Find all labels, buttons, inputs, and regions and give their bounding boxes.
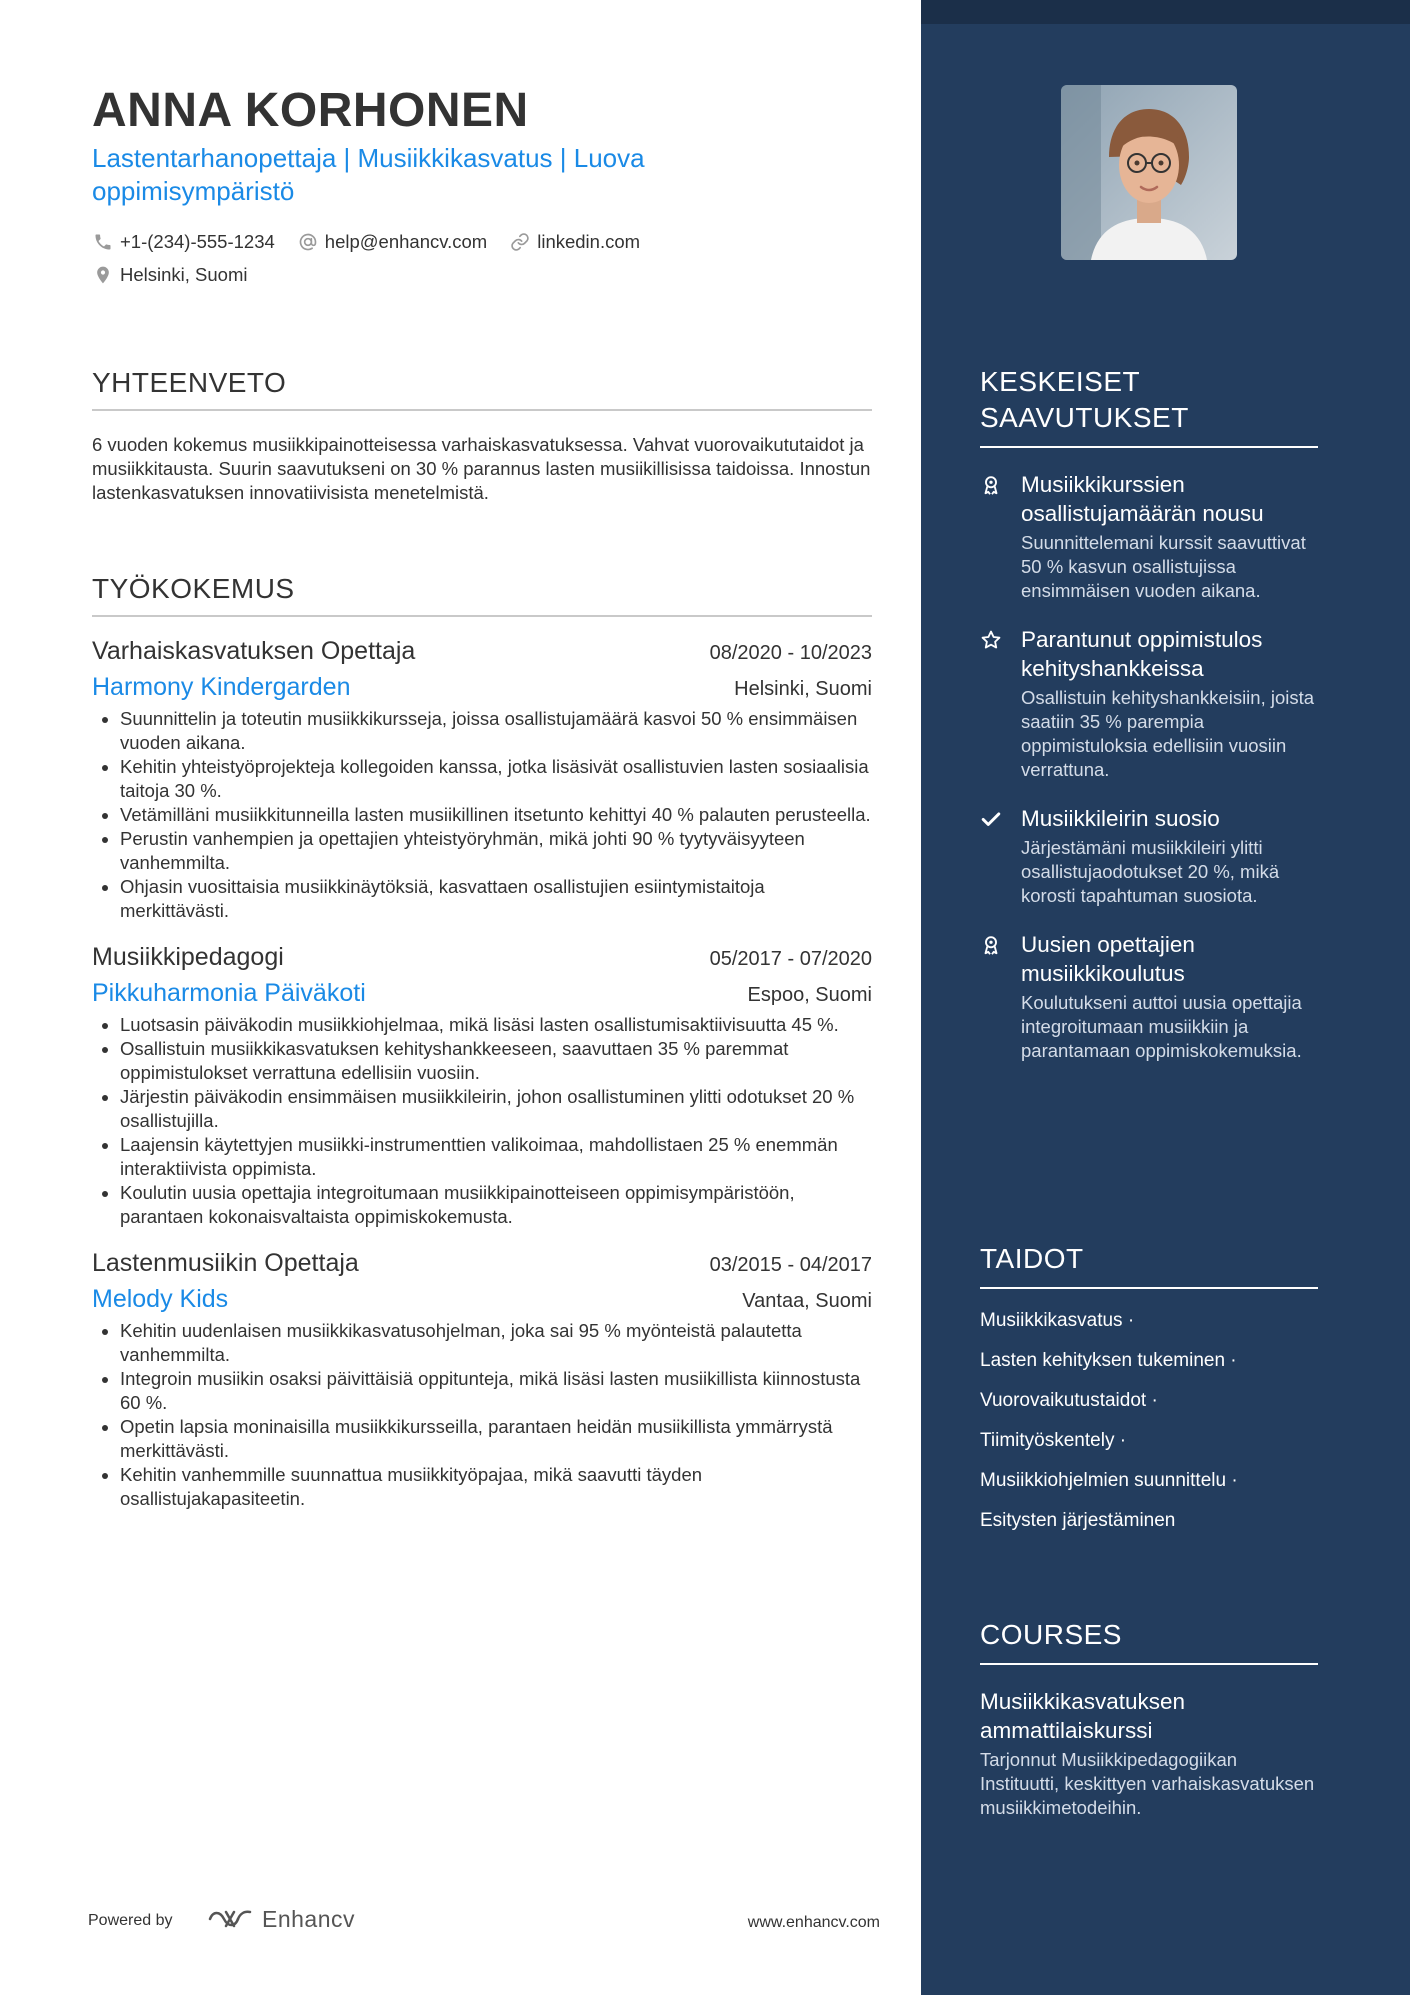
experience-section [92,572,872,1511]
course-desc: Tarjonnut Musiikkipedagogiikan Instituutti, keskittyen varhaiskasvatuksen musiikkimetodeihin. [980,1749,1315,1818]
section-divider [92,409,872,411]
summary-text: 6 vuoden kokemus musiikkipainotteisessa varhaiskasvatuksessa. Vahvat vuorovaikututaidot ja musiikkitausta. Suurin saavutukseni on 30 % parannus lasten musiikillisissa taidoissa. Innostun lastenkasvatuksen innovatiivisista menetelmistä. [92,434,871,503]
achievement-title: Uusien opettajien musiikkikoulutus [1021,932,1195,986]
achievement-title: Musiikkileirin suosio [1021,806,1220,831]
skill-item: Vuorovaikutustaidot · [980,1390,1158,1411]
achievement-desc: Järjestämäni musiikkileiri ylitti osallistujaodotukset 20 %, mikä korosti tapahtuman suosiota. [1021,837,1280,906]
section-divider [92,615,872,617]
location-pin-icon [92,264,114,286]
bullet-item: • Integroin musiikin osaksi päivittäisiä oppitunteja, mikä lisäsi lasten musiikillista kiinnostusta 60 %. [120,1367,872,1415]
skill-item: Esitysten järjestäminen [980,1510,1176,1531]
enhancv-logo[interactable] [206,1904,355,1934]
achievement-desc: Koulutukseni auttoi uusia opettajia integroitumaan musiikkiin ja parantamaan oppimiskokemuksia. [1021,992,1302,1061]
job-company: Harmony Kindergarden [92,673,351,701]
job-location: Vantaa, Suomi [742,1290,872,1312]
website-link[interactable]: www.enhancv.com [747,1914,880,1931]
headline: Lastentarhanopettaja | Musiikkikasvatus | Luova oppimisympäristö [92,143,645,206]
bullet-item: • Perustin vanhempien ja opettajien yhteistyöryhmän, mikä johti 90 % tyytyväisyyteen vanhemmilta. [120,827,872,875]
bullet-item: • Luotsasin päiväkodin musiikkiohjelmaa, mikä lisäsi lasten osallistumisaktiivisuutta 45 %. [120,1013,872,1037]
check-icon [980,804,1006,908]
brand-name: Enhancv [262,1905,356,1932]
bullet-item: • Opetin lapsia moninaisilla musiikkikursseilla, parantaen heidän musiikillista ymmärrystä merkittävästi. [120,1415,872,1463]
award-icon [980,470,1006,603]
job-bullets [92,707,872,923]
skill-item: Musiikkikasvatus · [980,1310,1135,1331]
at-icon [297,231,319,253]
job-title: Lastenmusiikin Opettaja [92,1249,359,1277]
enhancv-logo-icon [206,1904,254,1934]
phone-icon [92,231,114,253]
achievement-item [980,804,1318,908]
summary-section [92,366,872,505]
job-location: Espoo, Suomi [747,984,872,1006]
email-contact[interactable] [297,231,487,253]
email-text: help@enhancv.com [324,231,488,252]
achievements-title: KESKEISET SAAVUTUKSET [980,366,1189,433]
job-entry [92,633,872,923]
award-icon [980,930,1006,1063]
experience-title: TYÖKOKEMUS [92,573,295,604]
bullet-item: • Suunnittelin ja toteutin musiikkikursseja, joissa osallistujamäärä kasvoi 50 % ensimmäisen vuoden aikana. [120,707,872,755]
skill-item: Musiikkiohjelmien suunnittelu · [980,1470,1238,1491]
bullet-item: • Ohjasin vuosittaisia musiikkinäytöksiä, kasvattaen osallistujien esiintymistaitoja merkittävästi. [120,875,872,923]
job-entry [92,1245,872,1511]
courses-title: COURSES [980,1619,1122,1650]
linkedin-contact[interactable] [509,231,640,253]
achievement-desc: Osallistuin kehityshankkeisiin, joista saatiin 35 % parempia oppimistuloksia edellisiin vuosiin verrattuna. [1021,687,1315,780]
contact-info [92,228,872,294]
bullet-item: • Kehitin vanhemmille suunnattua musiikkityöpajaa, mikä saavutti täyden osallistujakapasiteetin. [120,1463,872,1511]
job-title: Varhaiskasvatuksen Opettaja [92,637,416,665]
bullet-item: • Vetämilläni musiikkitunneilla lasten musiikillinen itsetunto kehittyi 40 % palauten perusteella. [120,803,872,827]
achievement-item [980,930,1318,1063]
location-text: Helsinki, Suomi [120,264,248,285]
achievement-item [980,470,1318,603]
achievement-title: Parantunut oppimistulos kehityshankkeissa [1021,627,1263,681]
job-company: Pikkuharmonia Päiväkoti [92,979,366,1007]
job-dates: 03/2015 - 04/2017 [709,1254,872,1276]
sidebar [921,0,1410,1995]
job-bullets [92,1319,872,1511]
sidebar-top-bar [921,0,1410,24]
profile-photo [1061,85,1237,260]
job-company: Melody Kids [92,1285,229,1313]
bullet-item: • Osallistuin musiikkikasvatuksen kehityshankkeeseen, saavuttaen 35 % paremmat oppimistulokset verrattuna edellisiin vuosiin. [120,1037,872,1085]
candidate-name: ANNA KORHONEN [92,84,529,137]
bullet-item: • Kehitin uudenlaisen musiikkikasvatusohjelman, joka sai 95 % myönteistä palautetta vanhemmilta. [120,1319,872,1367]
achievement-desc: Suunnittelemani kurssit saavuttivat 50 % kasvun osallistujissa ensimmäisen vuoden aikana. [1021,532,1306,601]
bullet-item: • Laajensin käytettyjen musiikki-instrumenttien valikoimaa, mahdollistaen 25 % enemmän interaktiivista oppimista. [120,1133,872,1181]
job-dates: 08/2020 - 10/2023 [709,642,872,664]
bullet-item: • Kehitin yhteistyöprojekteja kollegoiden kanssa, jotka lisäsivät osallistuvien lasten sosiaalisia taitoja 30 %. [120,755,872,803]
star-icon [980,625,1006,782]
phone-contact[interactable] [92,231,275,253]
job-location: Helsinki, Suomi [734,678,872,700]
job-title: Musiikkipedagogi [92,943,284,971]
link-icon [509,231,531,253]
skills-title: TAIDOT [980,1243,1084,1274]
footer [88,1902,880,1942]
achievement-item [980,625,1318,782]
skill-item: Tiimityöskentely · [980,1430,1127,1451]
bullet-item: • Järjestin päiväkodin ensimmäisen musiikkileirin, johon osallistuminen ylitti odotukset 20 % osallistujilla. [120,1085,872,1133]
job-dates: 05/2017 - 07/2020 [709,948,872,970]
job-entry [92,939,872,1229]
section-divider [980,1287,1318,1289]
achievement-title: Musiikkikurssien osallistujamäärän nousu [1021,472,1264,526]
achievements-section [980,364,1318,1063]
phone-text: +1-(234)-555-1234 [120,231,275,252]
courses-section [980,1617,1318,1820]
skill-item: Lasten kehityksen tukeminen · [980,1350,1237,1371]
location-contact [92,264,248,286]
powered-by-text: Powered by [88,1912,173,1929]
skills-section [980,1241,1318,1535]
linkedin-text: linkedin.com [537,231,641,252]
course-title: Musiikkikasvatuksen ammattilaiskurssi [980,1689,1186,1743]
section-divider [980,446,1318,448]
bullet-item: • Koulutin uusia opettajia integroitumaan musiikkipainotteiseen oppimisympäristöön, parantaen kokonaisvaltaista oppimiskokemusta. [120,1181,872,1229]
summary-title: YHTEENVETO [92,367,287,398]
section-divider [980,1663,1318,1665]
job-bullets [92,1013,872,1229]
